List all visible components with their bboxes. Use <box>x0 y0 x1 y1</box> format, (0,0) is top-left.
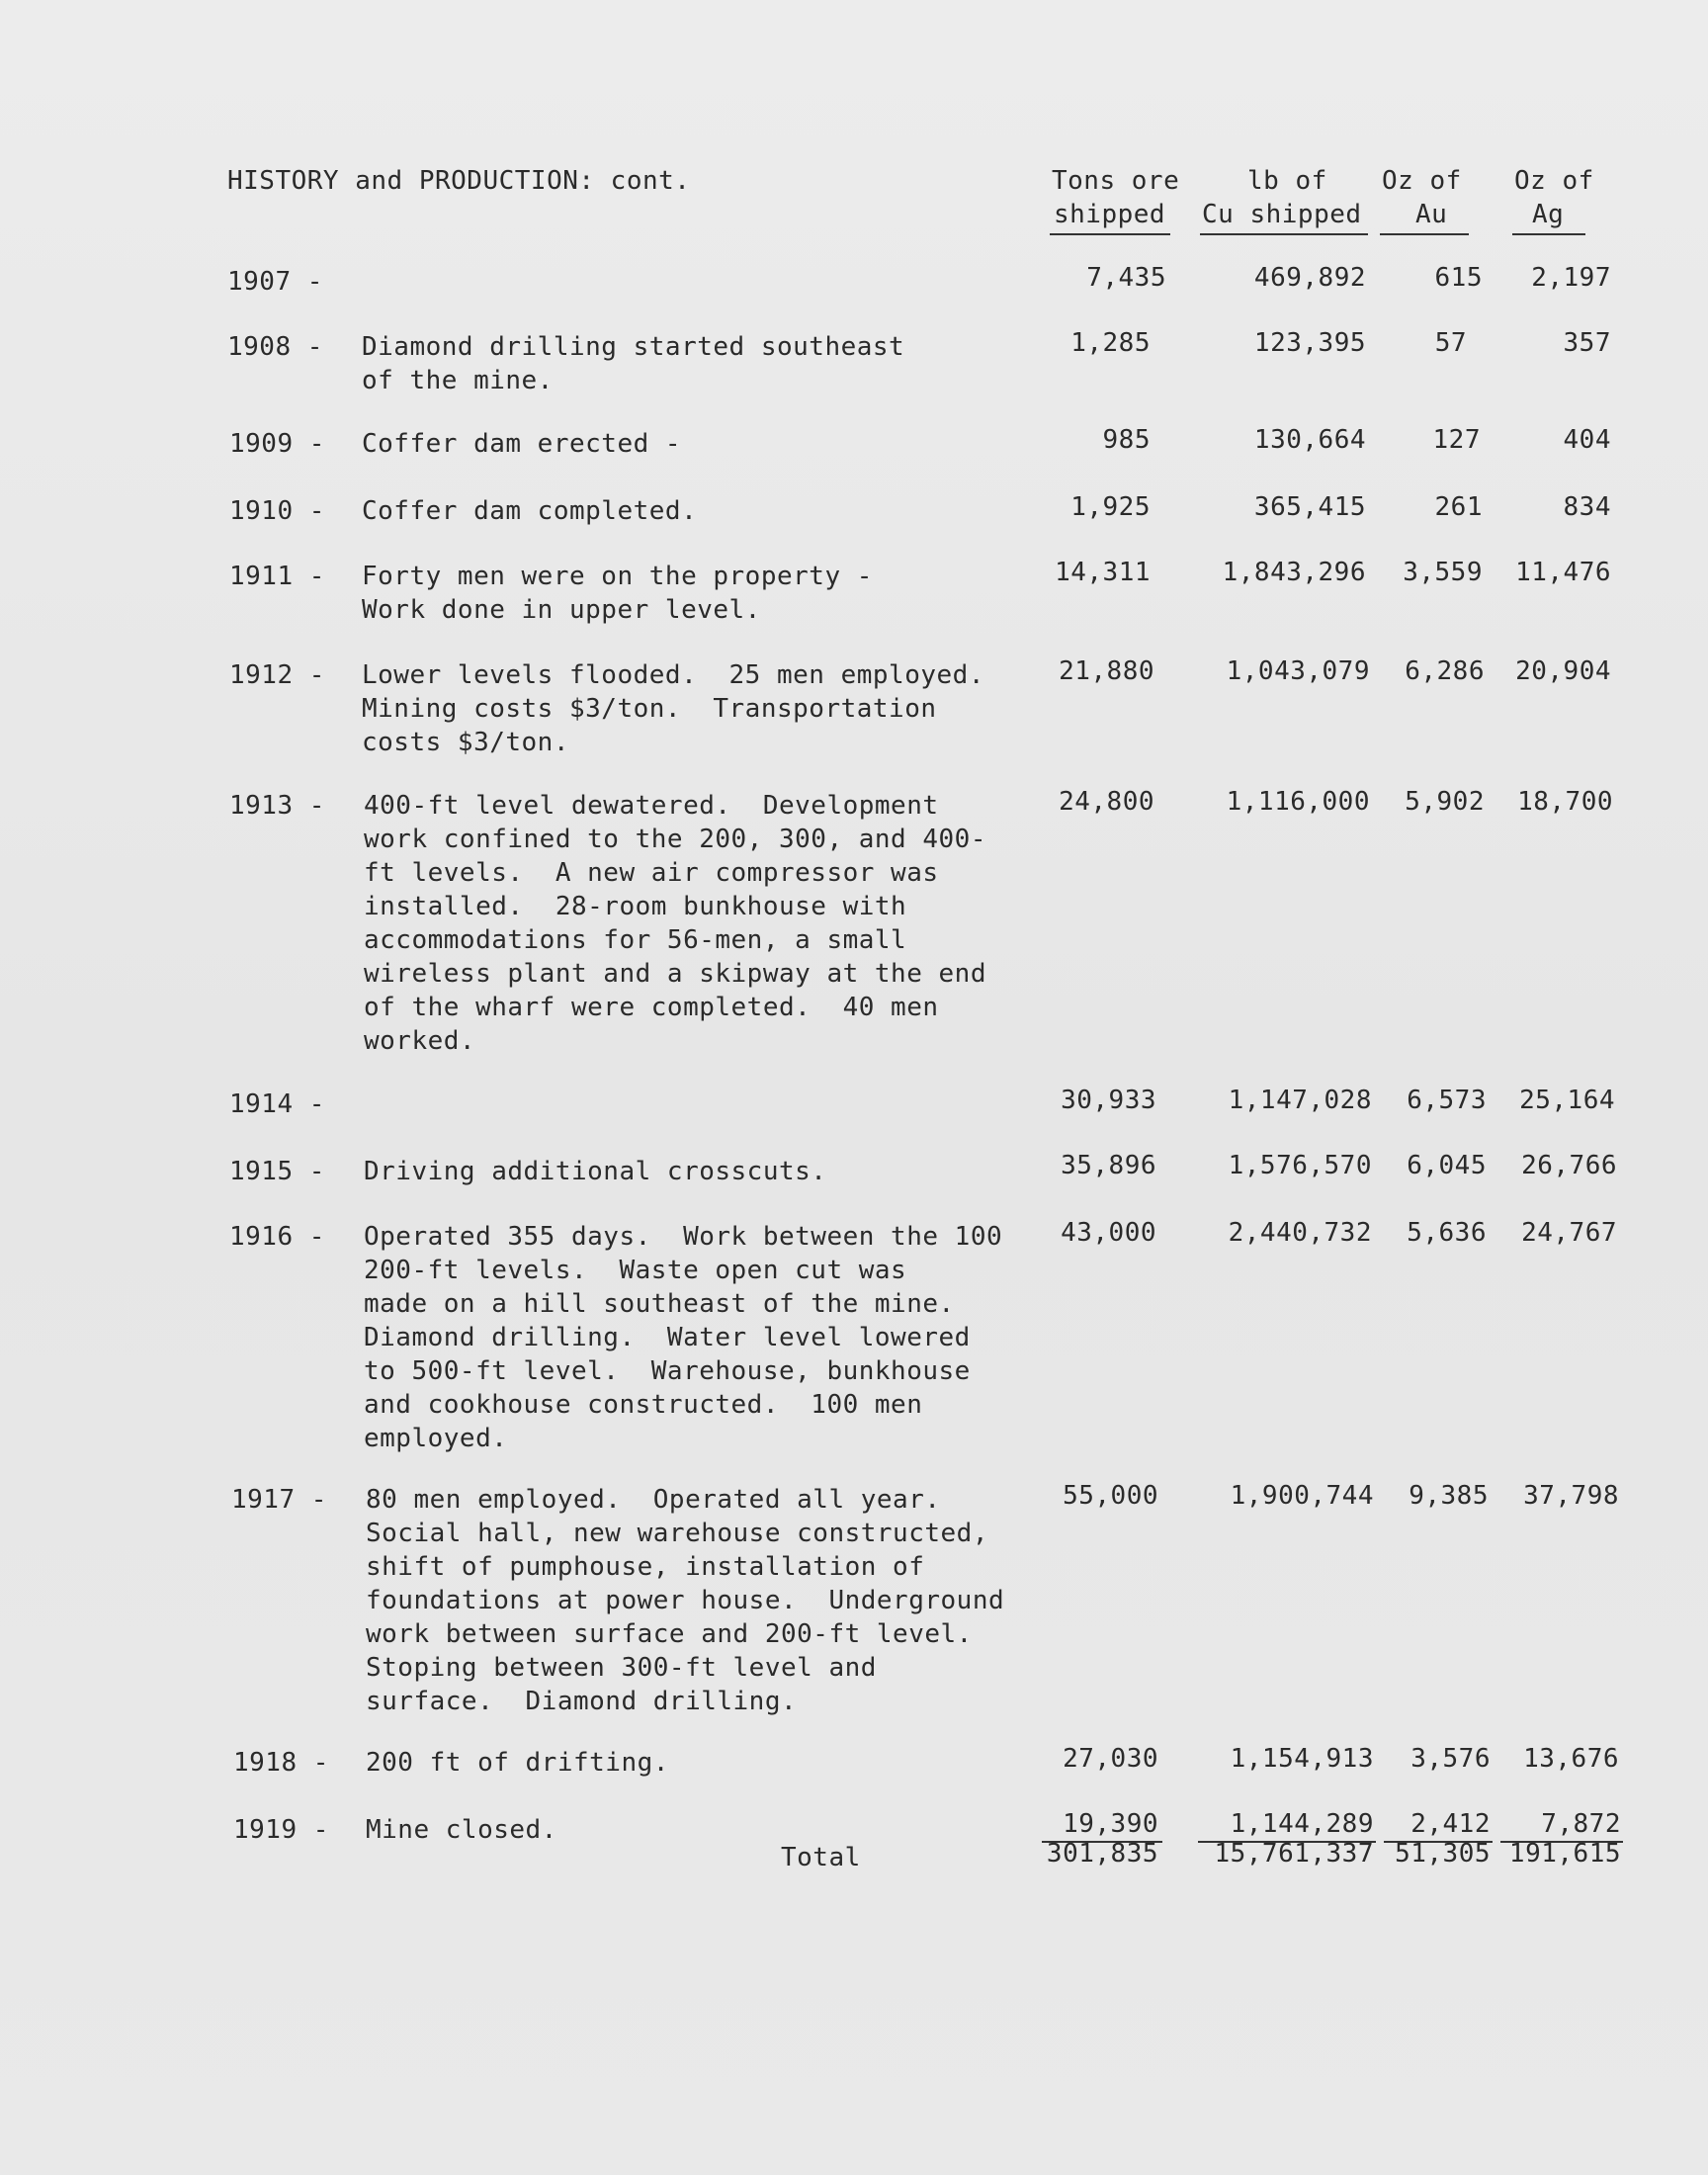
row-description: Coffer dam erected - <box>362 429 682 459</box>
row-tons: 55,000 <box>1063 1481 1158 1511</box>
row-tons: 24,800 <box>1059 787 1154 817</box>
row-year: 1915 - <box>229 1157 325 1186</box>
row-year: 1908 - <box>227 332 323 362</box>
col-header-au-underline <box>1380 233 1469 235</box>
row-cu: 469,892 <box>1253 263 1366 293</box>
row-year: 1911 - <box>229 562 325 591</box>
row-cu: 365,415 <box>1253 492 1366 522</box>
row-ag: 26,766 <box>1521 1151 1617 1180</box>
row-au: 5,902 <box>1405 787 1485 817</box>
row-ag: 11,476 <box>1515 558 1611 587</box>
row-cu: 130,664 <box>1253 425 1366 455</box>
row-au: 3,559 <box>1403 558 1483 587</box>
row-tons: 21,880 <box>1059 656 1154 686</box>
row-au: 127 <box>1432 425 1481 455</box>
col-header-tons-2: shipped <box>1054 200 1166 229</box>
row-year: 1918 - <box>233 1748 329 1778</box>
row-cu: 2,440,732 <box>1228 1218 1372 1248</box>
row-cu: 1,116,000 <box>1226 787 1370 817</box>
row-tons: 985 <box>1102 425 1151 455</box>
row-description: 80 men employed. Operated all year. Social hall, new warehouse constructed, shift of pumphouse, installation of foundations at power house. Underground work between surface and 200-ft level. Stoping between 300-ft level and surface. Diamond drilling. <box>366 1485 1005 1716</box>
col-header-ag-2: Ag <box>1532 200 1565 229</box>
row-cu: 1,154,913 <box>1230 1744 1374 1774</box>
row-tons: 27,030 <box>1063 1744 1158 1774</box>
row-ag: 20,904 <box>1515 656 1611 686</box>
row-au: 615 <box>1434 263 1483 293</box>
row-description: Diamond drilling started southeast of the mine. <box>362 332 905 395</box>
col-header-ag-1: Oz of <box>1514 166 1594 196</box>
row-ag: 404 <box>1563 425 1611 455</box>
row-ag: 834 <box>1563 492 1611 522</box>
col-header-au-1: Oz of <box>1382 166 1462 196</box>
row-au: 6,045 <box>1407 1151 1487 1180</box>
row-description: 400-ft level dewatered. Development work confined to the 200, 300, and 400- ft levels. A new air compressor was installed. 28-room bunkhouse with accommodations for 56-men, a small wireless plant and a skipway at the end of the wharf were completed. 40 men worked. <box>364 791 986 1056</box>
row-cu: 1,576,570 <box>1228 1151 1372 1180</box>
row-ag: 357 <box>1563 328 1611 358</box>
row-description: Mine closed. <box>366 1815 557 1845</box>
row-ag: 2,197 <box>1531 263 1611 293</box>
total-tons: 301,835 <box>1046 1839 1158 1869</box>
row-cu: 1,843,296 <box>1222 558 1366 587</box>
row-au: 5,636 <box>1407 1218 1487 1248</box>
row-au: 6,573 <box>1407 1086 1487 1115</box>
row-au: 9,385 <box>1409 1481 1489 1511</box>
row-tons: 43,000 <box>1061 1218 1156 1248</box>
row-description: Lower levels flooded. 25 men employed. Mining costs $3/ton. Transportation costs $3/ton. <box>362 660 984 757</box>
row-au: 261 <box>1434 492 1483 522</box>
row-au: 57 <box>1434 328 1467 358</box>
row-cu: 1,147,028 <box>1228 1086 1372 1115</box>
row-year: 1913 - <box>229 791 325 821</box>
row-tons: 19,390 <box>1063 1809 1158 1839</box>
row-cu: 1,900,744 <box>1230 1481 1374 1511</box>
total-au: 51,305 <box>1395 1839 1491 1869</box>
row-au: 2,412 <box>1410 1809 1491 1839</box>
row-description: Operated 355 days. Work between the 100 200-ft levels. Waste open cut was made on a hill southeast of the mine. Diamond drilling. Water level lowered to 500-ft level. Warehouse, bunkhouse and cookhouse constructed. 100 men employed. <box>364 1222 1003 1453</box>
row-year: 1914 - <box>229 1089 325 1119</box>
col-header-tons-1: Tons ore <box>1052 166 1180 196</box>
row-tons: 14,311 <box>1055 558 1151 587</box>
col-header-cu-underline <box>1200 233 1368 235</box>
col-header-ag-underline <box>1512 233 1585 235</box>
row-tons: 30,933 <box>1061 1086 1156 1115</box>
row-ag: 13,676 <box>1523 1744 1619 1774</box>
total-cu: 15,761,337 <box>1214 1839 1374 1869</box>
row-year: 1919 - <box>233 1815 329 1845</box>
row-tons: 1,285 <box>1070 328 1151 358</box>
row-au: 6,286 <box>1405 656 1485 686</box>
row-tons: 1,925 <box>1070 492 1151 522</box>
row-cu: 1,144,289 <box>1230 1809 1374 1839</box>
row-year: 1909 - <box>229 429 325 459</box>
row-ag: 25,164 <box>1519 1086 1615 1115</box>
col-header-tons-underline <box>1050 233 1170 235</box>
page-heading: HISTORY and PRODUCTION: cont. <box>227 166 691 196</box>
row-description: Forty men were on the property - Work done in upper level. <box>362 562 873 625</box>
row-year: 1910 - <box>229 496 325 526</box>
row-year: 1912 - <box>229 660 325 690</box>
row-year: 1916 - <box>229 1222 325 1252</box>
col-header-au-2: Au <box>1415 200 1448 229</box>
total-label: Total <box>781 1843 861 1872</box>
row-ag: 24,767 <box>1521 1218 1617 1248</box>
row-tons: 35,896 <box>1061 1151 1156 1180</box>
row-description: 200 ft of drifting. <box>366 1748 669 1778</box>
total-ag: 191,615 <box>1508 1839 1621 1869</box>
row-ag: 18,700 <box>1517 787 1613 817</box>
row-cu: 1,043,079 <box>1226 656 1370 686</box>
row-cu: 123,395 <box>1253 328 1366 358</box>
row-description: Coffer dam completed. <box>362 496 698 526</box>
row-year: 1917 - <box>231 1485 327 1515</box>
row-year: 1907 - <box>227 267 323 297</box>
row-au: 3,576 <box>1410 1744 1491 1774</box>
col-header-cu-1: lb of <box>1247 166 1327 196</box>
row-ag: 37,798 <box>1523 1481 1619 1511</box>
row-description: Driving additional crosscuts. <box>364 1157 827 1186</box>
row-ag: 7,872 <box>1541 1809 1621 1839</box>
row-tons: 7,435 <box>1086 263 1166 293</box>
col-header-cu-2: Cu shipped <box>1202 200 1362 229</box>
